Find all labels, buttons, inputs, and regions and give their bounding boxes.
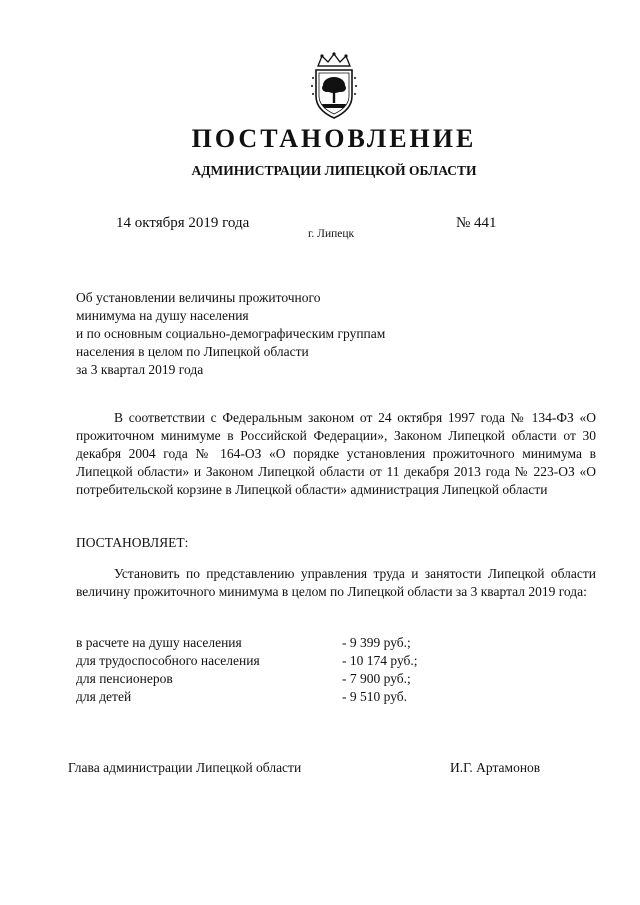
signatory-name: И.Г. Артамонов [450, 760, 541, 775]
document-number: № 441 [456, 215, 497, 231]
value-label: для детей [76, 689, 132, 704]
value-label: для пенсионеров [76, 671, 173, 686]
value-row [76, 634, 476, 652]
value-amount: - 9 399 руб.; [342, 635, 411, 650]
value-row [76, 652, 476, 670]
value-amount: - 9 510 руб. [342, 689, 408, 704]
subsistence-values-list [76, 634, 476, 706]
document-date: 14 октября 2019 года [116, 215, 250, 231]
document-subject [76, 289, 386, 379]
subject-line: и по основным социально-демографическим группам [76, 326, 386, 341]
resolve-heading: ПОСТАНОВЛЯЕТ: [76, 535, 189, 550]
subject-line: населения в целом по Липецкой области [76, 344, 309, 359]
document-subtitle: АДМИНИСТРАЦИИ ЛИПЕЦКОЙ ОБЛАСТИ [191, 163, 477, 178]
value-row [76, 688, 476, 706]
document-title: ПОСТАНОВЛЕНИЕ [191, 124, 477, 153]
document-city: г. Липецк [308, 228, 355, 240]
value-label: в расчете на душу населения [76, 635, 242, 650]
subject-line: минимума на душу населения [76, 308, 249, 323]
subject-line: за 3 квартал 2019 года [76, 362, 204, 377]
preamble-paragraph: В соответствии с Федеральным законом от 24 октября 1997 года № 134-ФЗ «О прожиточном минимуме в Российской Федерации», Законом Липецкой области от 30 декабря 2004 года № 164-ОЗ «О порядке установления прожиточного минимума в Липецкой области» и Законом Липецкой области от 11 декабря 2013 года № 223-ОЗ «О потребительской корзине в Липецкой области» администрация Липецкой области [76, 410, 596, 497]
value-row [76, 670, 476, 688]
value-amount: - 10 174 руб.; [342, 653, 418, 668]
value-amount: - 7 900 руб.; [342, 671, 411, 686]
subject-line: Об установлении величины прожиточного [76, 290, 321, 305]
coat-of-arms-icon [304, 52, 364, 120]
signatory-position: Глава администрации Липецкой области [68, 760, 302, 775]
value-label: для трудоспособного населения [76, 653, 260, 668]
decision-paragraph: Установить по представлению управления труда и занятости Липецкой области величину прожиточного минимума в целом по Липецкой области за 3 квартал 2019 года: [76, 566, 596, 599]
